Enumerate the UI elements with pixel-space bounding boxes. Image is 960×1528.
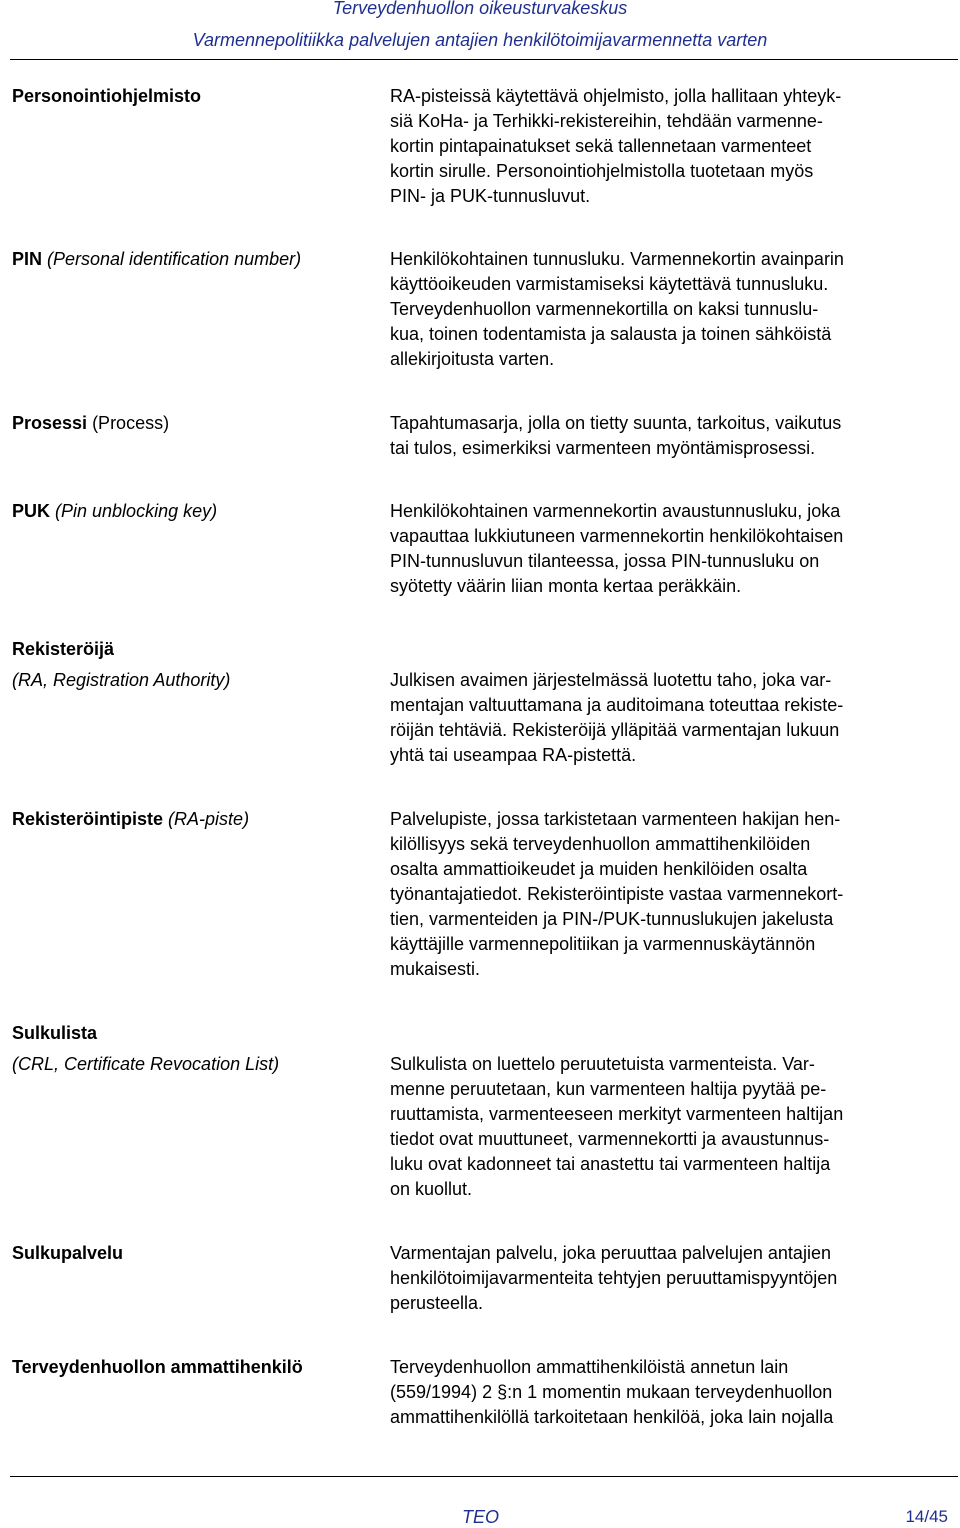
definition-line: kua, toinen todentamista ja salausta ja toinen sähköistä	[390, 324, 832, 344]
definition-line: ruuttamista, varmenteeseen merkityt varmenteen haltijan	[390, 1104, 844, 1124]
definition-line: perusteella.	[390, 1293, 484, 1313]
definition-line: Terveydenhuollon ammattihenkilöistä annetun lain	[390, 1357, 789, 1377]
term-title: Terveydenhuollon ammattihenkilö	[12, 1357, 303, 1377]
page-number: 14/45	[905, 1507, 948, 1526]
document-header-organization: Terveydenhuollon oikeusturvakeskus	[332, 0, 628, 18]
footer-left-label: TEO	[462, 1507, 500, 1527]
definition-line: Tapahtumasarja, jolla on tietty suunta, tarkoitus, vaikutus	[390, 413, 842, 433]
footer-divider	[10, 1476, 958, 1477]
glossary-term	[12, 1355, 382, 1380]
definition-line: osalta ammattioikeudet ja muiden henkilöiden osalta	[390, 859, 808, 879]
definition-line: yhtä tai useampaa RA-pistettä.	[390, 745, 637, 765]
definition-line: PIN-tunnusluvun tilanteessa, jossa PIN-tunnusluku on	[390, 551, 820, 571]
glossary-definition	[390, 1355, 956, 1430]
term-title: Rekisteröijä	[12, 639, 115, 659]
definition-line: Sulkulista on luettelo peruutetuista varmenteista. Var-	[390, 1054, 815, 1074]
glossary-definition	[390, 807, 956, 982]
definition-line: mukaisesti.	[390, 959, 481, 979]
definition-line: kilöllisyys sekä terveydenhuollon ammattihenkilöiden	[390, 834, 811, 854]
glossary-term	[12, 84, 382, 109]
term-title: Sulkulista	[12, 1023, 98, 1043]
definition-line: Henkilökohtainen tunnusluku. Varmennekortin avainparin	[390, 249, 844, 269]
header-divider	[10, 59, 958, 60]
term-qualifier: (Process)	[87, 413, 170, 433]
term-qualifier: (Personal identification number)	[42, 249, 302, 269]
definition-line: ammattihenkilöllä tarkoitetaan henkilöä, joka lain nojalla	[390, 1407, 834, 1427]
definition-line: (559/1994) 2 §:n 1 momentin mukaan terveydenhuollon	[390, 1382, 833, 1402]
glossary-definition	[390, 247, 956, 372]
glossary-definition	[390, 499, 956, 599]
definition-line: röijän tehtäviä. Rekisteröijä ylläpitää varmentajan lukuun	[390, 720, 840, 740]
definition-line: Palvelupiste, jossa tarkistetaan varmenteen hakijan hen-	[390, 809, 841, 829]
glossary-term	[12, 807, 382, 832]
definition-line: Terveydenhuollon varmennekortilla on kaksi tunnuslu-	[390, 299, 819, 319]
definition-line: on kuollut.	[390, 1179, 473, 1199]
glossary-definition	[390, 411, 956, 461]
term-title: PUK	[12, 501, 51, 521]
term-title: Prosessi	[12, 413, 88, 433]
term-subtitle: (RA, Registration Authority)	[12, 670, 231, 690]
glossary-term	[12, 247, 382, 272]
definition-line: menne peruutetaan, kun varmenteen haltija pyytää pe-	[390, 1079, 827, 1099]
definition-line: allekirjoitusta varten.	[390, 349, 555, 369]
glossary-term	[12, 1021, 382, 1046]
glossary-term	[12, 637, 382, 662]
term-qualifier: (RA-piste)	[163, 809, 250, 829]
definition-line: luku ovat kadonneet tai anastettu tai varmenteen haltija	[390, 1154, 831, 1174]
term-title: Sulkupalvelu	[12, 1243, 124, 1263]
definition-line: vapauttaa lukkiutuneen varmennekortin henkilökohtaisen	[390, 526, 844, 546]
definition-line: kortin sirulle. Personointiohjelmistolla tuotetaan myös	[390, 161, 814, 181]
definition-line: Henkilökohtainen varmennekortin avaustunnusluku, joka	[390, 501, 841, 521]
glossary-definition	[390, 1052, 956, 1202]
definition-line: RA-pisteissä käytettävä ohjelmisto, jolla hallitaan yhteyk-	[390, 86, 842, 106]
glossary-definition	[390, 84, 956, 209]
glossary-definition	[390, 668, 956, 768]
term-subtitle: (CRL, Certificate Revocation List)	[12, 1054, 280, 1074]
term-qualifier: (Pin unblocking key)	[50, 501, 218, 521]
definition-line: PIN- ja PUK-tunnusluvut.	[390, 186, 591, 206]
definition-line: Julkisen avaimen järjestelmässä luotettu taho, joka var-	[390, 670, 832, 690]
definition-line: siä KoHa- ja Terhikki-rekistereihin, tehdään varmenne-	[390, 111, 823, 131]
definition-line: syötetty väärin liian monta kertaa peräkkäin.	[390, 576, 742, 596]
term-title: Personointiohjelmisto	[12, 86, 202, 106]
document-header-title: Varmennepolitiikka palvelujen antajien henkilötoimijavarmennetta varten	[192, 30, 768, 50]
definition-line: käyttöoikeuden varmistamiseksi käytettävä tunnusluku.	[390, 274, 829, 294]
definition-line: käyttäjille varmennepolitiikan ja varmennuskäytännön	[390, 934, 816, 954]
definition-line: tai tulos, esimerkiksi varmenteen myöntämisprosessi.	[390, 438, 816, 458]
definition-line: henkilötoimijavarmenteita tehtyjen peruuttamispyyntöjen	[390, 1268, 838, 1288]
term-title: Rekisteröintipiste	[12, 809, 164, 829]
glossary-term	[12, 411, 382, 436]
glossary-definition	[390, 1241, 956, 1316]
definition-line: työnantajatiedot. Rekisteröintipiste vastaa varmennekort-	[390, 884, 844, 904]
definition-line: Varmentajan palvelu, joka peruuttaa palvelujen antajien	[390, 1243, 831, 1263]
definition-line: mentajan valtuuttamana ja auditoimana toteuttaa rekiste-	[390, 695, 844, 715]
definition-line: kortin pintapainatukset sekä tallennetaan varmenteet	[390, 136, 812, 156]
glossary-term	[12, 1241, 382, 1266]
definition-line: tien, varmenteiden ja PIN-/PUK-tunnuslukujen jakelusta	[390, 909, 834, 929]
definition-line: tiedot ovat muuttuneet, varmennekortti ja avaustunnus-	[390, 1129, 830, 1149]
term-title: PIN	[12, 249, 43, 269]
glossary-term	[12, 499, 382, 524]
